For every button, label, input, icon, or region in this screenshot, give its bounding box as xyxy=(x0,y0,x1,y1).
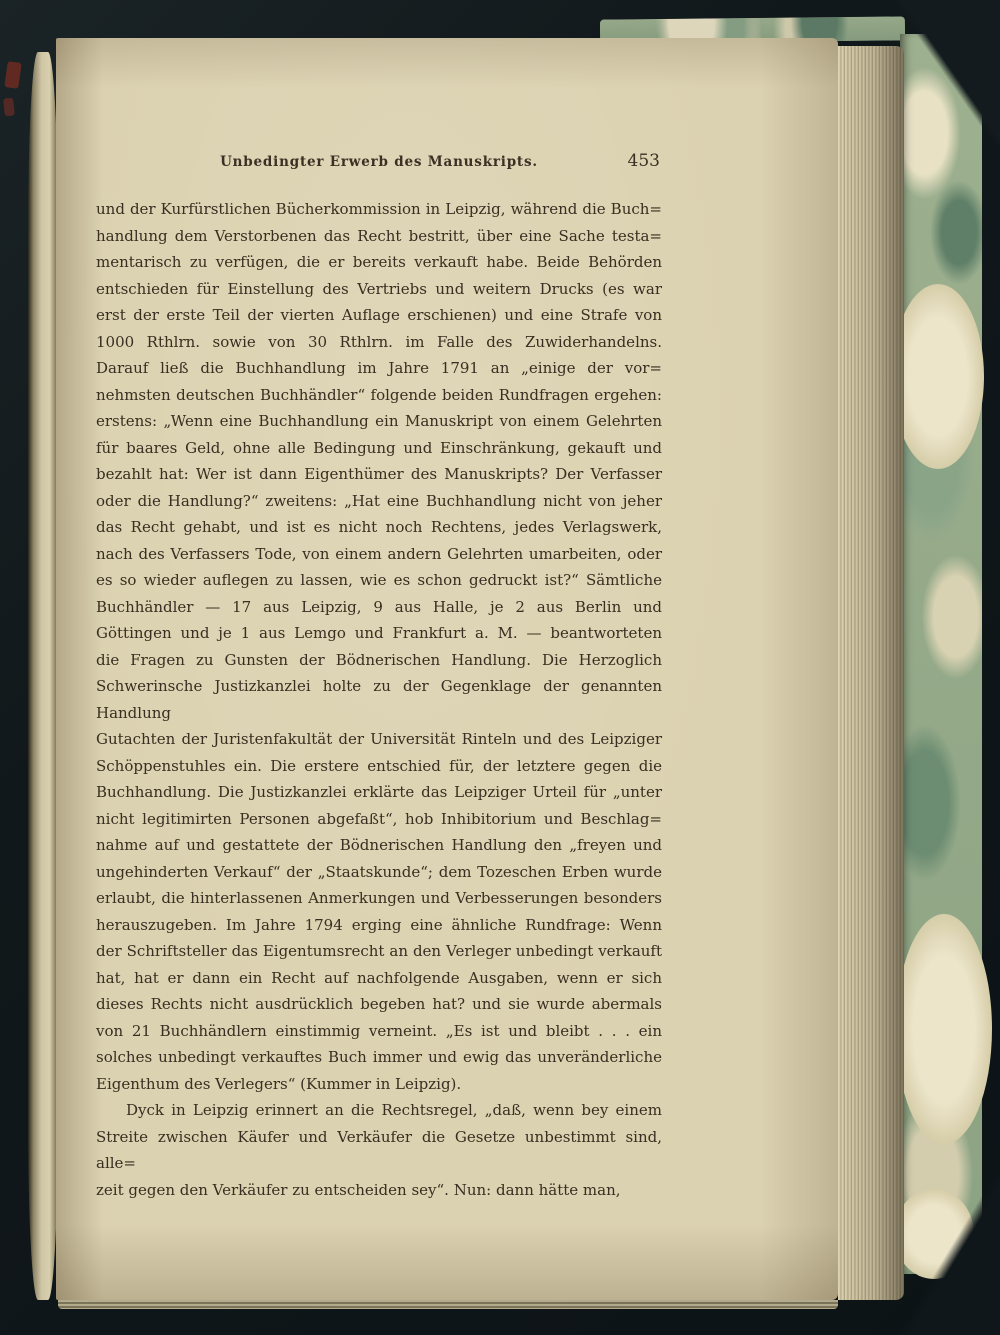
text-line: erlaubt, die hinterlassenen Anmerkungen und Verbesserungen besonders xyxy=(96,889,662,907)
text-line: zeit gegen den Verkäufer zu entscheiden sey“. Nun: dann hätte man, xyxy=(96,1180,621,1199)
text-line: die Fragen zu Gunsten der Bödnerischen Handlung. Die Herzoglich xyxy=(96,650,662,669)
text-line: nehmsten deutschen Buchhändler“ folgende beiden Rundfragen ergehen: xyxy=(96,385,662,404)
text-line: Eigenthum des Verlegers“ (Kummer in Leipzig). xyxy=(96,1074,462,1093)
text-line: hat, hat er dann ein Recht auf nachfolgende Ausgaben, wenn er sich xyxy=(96,968,662,987)
text-line: Schwerinsche Justizkanzlei holte zu der Gegenklage der genannten Handlung xyxy=(96,677,662,722)
text-line: Schöppenstuhles ein. Die erstere entschied für, der letztere gegen die xyxy=(96,756,662,775)
text-line: Darauf ließ die Buchhandlung im Jahre 1791 an „einige der vor= xyxy=(96,359,662,377)
text-line: ungehinderten Verkauf“ der „Staatskunde“; dem Tozeschen Erben wurde xyxy=(96,862,662,881)
text-line: bezahlt hat: Wer ist dann Eigenthümer des Manuskripts? Der Verfasser xyxy=(96,465,662,483)
running-header: Unbedingter Erwerb des Manuskripts. xyxy=(220,154,538,170)
red-wear-mark xyxy=(3,98,15,117)
page-stack-fore-edge xyxy=(838,46,904,1300)
text-line: erst der erste Teil der vierten Auflage erschienen) und eine Strafe von xyxy=(96,306,662,324)
facing-page-edge xyxy=(28,52,58,1300)
text-line: dieses Rechts nicht ausdrücklich begeben hat? und sie wurde abermals xyxy=(96,995,662,1013)
book-page xyxy=(56,38,838,1300)
text-line: es so wieder auflegen zu lassen, wie es schon gedruckt ist?“ Sämtliche xyxy=(96,571,662,589)
text-line: der Schriftsteller das Eigentumsrecht an den Verleger unbedingt verkauft xyxy=(96,942,662,960)
text-line: solches unbedingt verkauftes Buch immer und ewig das unveränderliche xyxy=(96,1048,662,1066)
text-line: handlung dem Verstorbenen das Recht bestritt, über eine Sache testa= xyxy=(96,226,662,245)
text-line: und der Kurfürstlichen Bücherkommission in Leipzig, während die Buch= xyxy=(96,200,662,218)
text-line: nicht legitimirten Personen abgefaßt“, hob Inhibitorium und Beschlag= xyxy=(96,809,662,828)
cover-corner-bottom-right xyxy=(893,1158,1000,1335)
text-line: 1000 Rthlrn. sowie von 30 Rthlrn. im Falle des Zuwiderhandelns. xyxy=(96,332,662,351)
text-line: Buchhändler — 17 aus Leipzig, 9 aus Halle, je 2 aus Berlin und xyxy=(96,597,662,616)
cover-corner-top-right xyxy=(898,0,1000,145)
text-line: oder die Handlung?“ zweitens: „Hat eine Buchhandlung nicht von jeher xyxy=(96,491,662,510)
marbled-endpaper xyxy=(900,34,982,1274)
text-line: erstens: „Wenn eine Buchhandlung ein Manuskript von einem Gelehrten xyxy=(96,412,662,430)
text-line: nahme auf und gestattete der Bödnerischen Handlung den „freyen und xyxy=(96,836,662,854)
running-header-row xyxy=(96,151,662,178)
page-number: 453 xyxy=(627,151,660,171)
text-line: mentarisch zu verfügen, die er bereits verkauft habe. Beide Behörden xyxy=(96,253,662,271)
text-line: nach des Verfassers Tode, von einem andern Gelehrten umarbeiten, oder xyxy=(96,544,662,563)
text-line: Gutachten der Juristenfakultät der Universität Rinteln und des Leipziger xyxy=(96,730,662,748)
text-line: Göttingen und je 1 aus Lemgo und Frankfurt a. M. — beantworteten xyxy=(96,624,662,642)
page-stack-bottom-edge xyxy=(58,1300,838,1309)
torn-paper-patch xyxy=(896,914,992,1144)
torn-paper-patch xyxy=(892,284,984,469)
text-line: entschieden für Einstellung des Vertriebs und weitern Drucks (es war xyxy=(96,279,662,298)
text-line: Dyck in Leipzig erinnert an die Rechtsregel, „daß, wenn bey einem xyxy=(126,1101,662,1119)
text-line: Buchhandlung. Die Justizkanzlei erklärte das Leipziger Urteil für „unter xyxy=(96,783,662,801)
red-wear-mark xyxy=(4,61,21,89)
page-text xyxy=(96,196,662,1203)
text-line: für baares Geld, ohne alle Bedingung und Einschränkung, gekauft und xyxy=(96,438,662,457)
text-line: das Recht gehabt, und ist es nicht noch Rechtens, jedes Verlagswerk, xyxy=(96,518,662,536)
text-line: herauszugeben. Im Jahre 1794 erging eine ähnliche Rundfrage: Wenn xyxy=(96,915,662,934)
text-line: von 21 Buchhändlern einstimmig verneint. „Es ist und bleibt . . . ein xyxy=(96,1021,662,1040)
text-line: Streite zwischen Käufer und Verkäufer die Gesetze unbestimmt sind, alle= xyxy=(96,1127,662,1172)
